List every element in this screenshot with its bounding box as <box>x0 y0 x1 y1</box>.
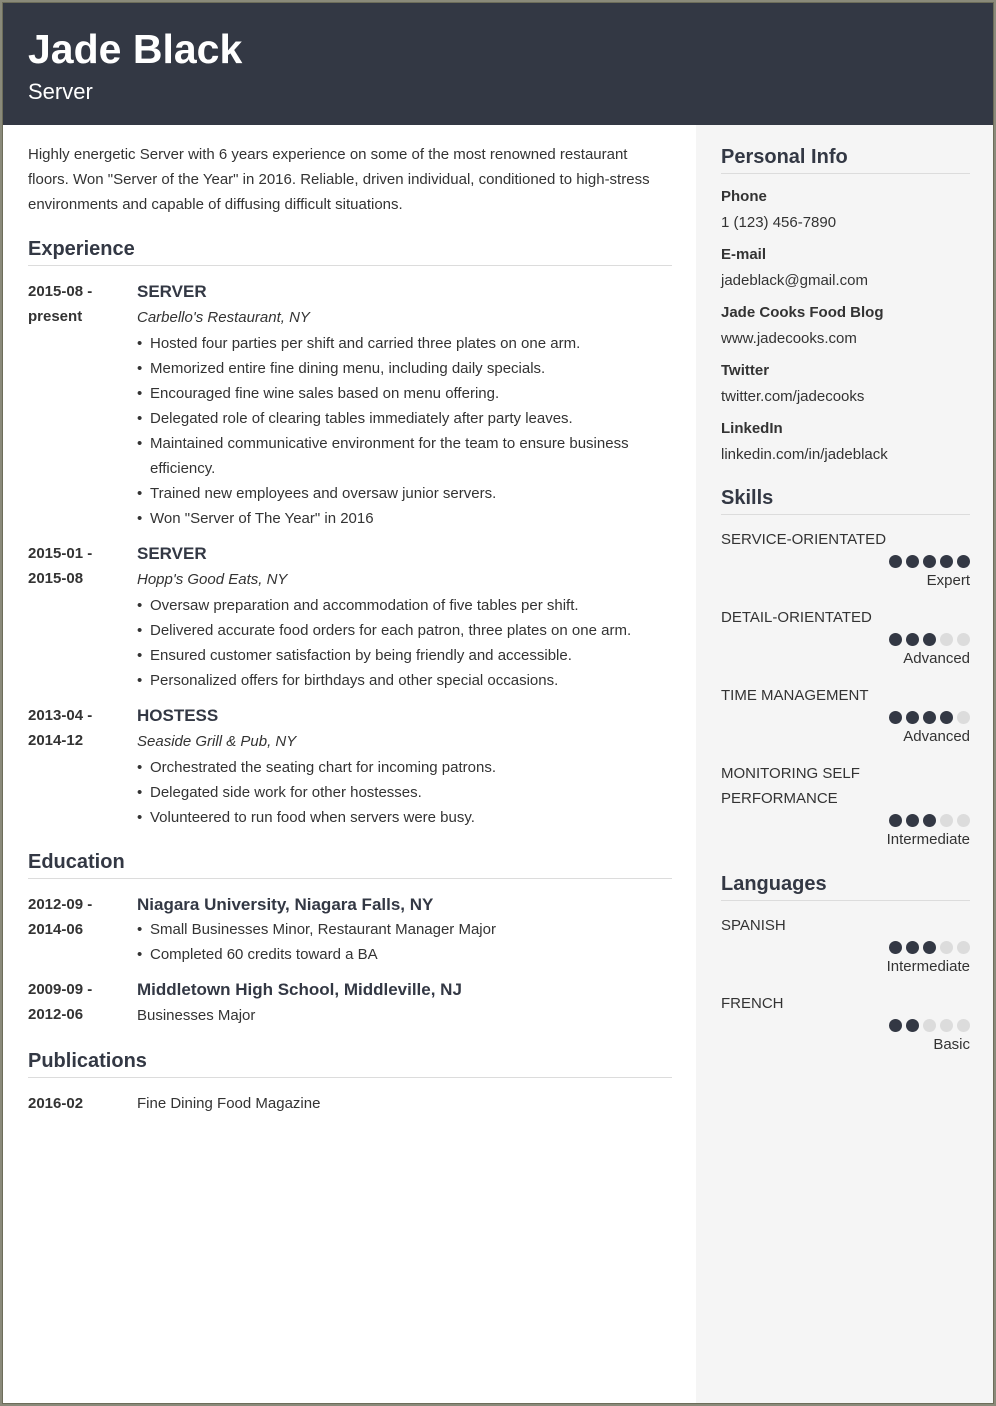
education-entry <box>28 892 672 967</box>
rating-dot-empty <box>957 711 970 724</box>
resume-header <box>3 3 994 125</box>
bullet-list <box>137 917 672 967</box>
language <box>721 913 970 979</box>
rating-dot-filled <box>906 555 919 568</box>
rating-dot-filled <box>889 1019 902 1032</box>
rating-dot-empty <box>957 633 970 646</box>
bullet-item: • Orchestrated the seating chart for incoming patrons. <box>137 755 672 780</box>
publications-heading: Publications <box>28 1050 672 1078</box>
bullet-item: • Trained new employees and oversaw junior servers. <box>137 481 672 506</box>
employer: Hopp's Good Eats, NY <box>137 571 288 588</box>
date-end: 2012-06 <box>28 1006 84 1023</box>
skill-level: Expert <box>926 572 970 589</box>
experience-entry <box>28 703 672 830</box>
language-level: Basic <box>933 1036 970 1053</box>
date-end: 2014-06 <box>28 921 84 938</box>
rating-dot-filled <box>889 711 902 724</box>
job-role: SERVER <box>137 544 207 563</box>
rating-dot-empty <box>957 1019 970 1032</box>
entry-date <box>28 703 137 830</box>
education-list <box>28 892 672 1029</box>
rating-dot-filled <box>923 814 936 827</box>
rating-dot-filled <box>906 814 919 827</box>
entry-body <box>137 541 672 693</box>
entry-body <box>137 279 672 531</box>
entry-date <box>28 977 137 1029</box>
bullet-item: • Memorized entire fine dining menu, including daily specials. <box>137 356 672 381</box>
rating-dot-filled <box>940 555 953 568</box>
info-label: E-mail <box>721 246 767 263</box>
rating-dot-filled <box>906 633 919 646</box>
languages-heading: Languages <box>721 873 970 901</box>
skill-level: Intermediate <box>886 831 970 848</box>
rating-dot-filled <box>889 814 902 827</box>
entry-date <box>28 541 137 693</box>
skill-name: DETAIL-ORIENTATED <box>721 609 872 626</box>
info-value: www.jadecooks.com <box>721 330 857 347</box>
job-role: HOSTESS <box>137 706 219 725</box>
rating-dots <box>721 941 970 954</box>
rating-dot-filled <box>923 633 936 646</box>
info-value: twitter.com/jadecooks <box>721 388 865 405</box>
rating-dots <box>721 711 970 724</box>
rating-dot-filled <box>957 555 970 568</box>
rating-dot-empty <box>940 633 953 646</box>
experience-entry <box>28 279 672 531</box>
languages-list <box>721 913 970 1057</box>
resume-page <box>2 2 994 1404</box>
language-level: Intermediate <box>886 958 970 975</box>
rating-dot-empty <box>940 814 953 827</box>
skill <box>721 683 970 749</box>
rating-dots <box>721 1019 970 1032</box>
main-column <box>28 125 672 1126</box>
bullet-item: • Won "Server of The Year" in 2016 <box>137 506 672 531</box>
bullet-item: • Maintained communicative environment for the team to ensure business efficiency. <box>137 431 672 481</box>
info-label: Jade Cooks Food Blog <box>721 304 884 321</box>
rating-dot-empty <box>923 1019 936 1032</box>
experience-entry <box>28 541 672 693</box>
job-role: SERVER <box>137 282 207 301</box>
entry-date <box>28 892 137 967</box>
date-start: 2015-08 - <box>28 283 93 300</box>
rating-dots <box>721 814 970 827</box>
bullet-item: • Oversaw preparation and accommodation of five tables per shift. <box>137 593 672 618</box>
candidate-name: Jade Black <box>28 26 243 72</box>
info-value: jadeblack@gmail.com <box>721 272 868 289</box>
date-end: 2014-12 <box>28 732 84 749</box>
bullet-item: • Volunteered to run food when servers were busy. <box>137 805 672 830</box>
publication-title: Fine Dining Food Magazine <box>137 1095 321 1112</box>
date-end: present <box>28 308 83 325</box>
skill-level: Advanced <box>903 650 970 667</box>
language-name: SPANISH <box>721 917 786 934</box>
skill-name: TIME MANAGEMENT <box>721 687 869 704</box>
rating-dot-filled <box>889 941 902 954</box>
info-value: linkedin.com/in/jadeblack <box>721 446 888 463</box>
bullet-item: • Hosted four parties per shift and carried three plates on one arm. <box>137 331 672 356</box>
employer: Seaside Grill & Pub, NY <box>137 733 297 750</box>
rating-dot-filled <box>906 711 919 724</box>
bullet-item: • Ensured customer satisfaction by being friendly and accessible. <box>137 643 672 668</box>
rating-dot-filled <box>923 711 936 724</box>
date-start: 2015-01 - <box>28 545 93 562</box>
bullet-list <box>137 331 672 531</box>
skill <box>721 761 970 852</box>
employer: Carbello's Restaurant, NY <box>137 309 310 326</box>
rating-dot-empty <box>940 1019 953 1032</box>
entry-body <box>137 1091 672 1116</box>
rating-dot-filled <box>906 941 919 954</box>
date-start: 2012-09 - <box>28 896 93 913</box>
bullet-item: • Encouraged fine wine sales based on menu offering. <box>137 381 672 406</box>
bullet-item: • Small Businesses Minor, Restaurant Manager Major <box>137 917 672 942</box>
school-name: Niagara University, Niagara Falls, NY <box>137 895 434 914</box>
language <box>721 991 970 1057</box>
publication-date: 2016-02 <box>28 1095 84 1112</box>
bullet-list <box>137 593 672 693</box>
info-label: Phone <box>721 188 767 205</box>
info-label: LinkedIn <box>721 420 783 437</box>
skills-heading: Skills <box>721 487 970 515</box>
publication-entry <box>28 1091 672 1116</box>
rating-dot-filled <box>906 1019 919 1032</box>
rating-dot-filled <box>923 941 936 954</box>
bullet-item: • Delegated role of clearing tables immediately after party leaves. <box>137 406 672 431</box>
education-detail: Businesses Major <box>137 1007 256 1024</box>
date-start: 2013-04 - <box>28 707 93 724</box>
entry-body <box>137 977 672 1029</box>
personal-info-heading: Personal Info <box>721 146 970 174</box>
skill-name: SERVICE-ORIENTATED <box>721 531 887 548</box>
bullet-item: • Delegated side work for other hostesses. <box>137 780 672 805</box>
skill-name: MONITORING SELF PERFORMANCE <box>721 765 860 807</box>
school-name: Middletown High School, Middleville, NJ <box>137 980 462 999</box>
skills-list <box>721 527 970 852</box>
entry-body <box>137 892 672 967</box>
candidate-title: Server <box>28 79 93 104</box>
info-value: 1 (123) 456-7890 <box>721 214 837 231</box>
personal-info-list <box>721 186 970 466</box>
entry-date <box>28 279 137 531</box>
rating-dot-filled <box>923 555 936 568</box>
education-entry <box>28 977 672 1029</box>
rating-dots <box>721 555 970 568</box>
info-label: Twitter <box>721 362 770 379</box>
summary: Highly energetic Server with 6 years experience on some of the most renowned restaurant floors. Won "Server of the Year" in 2016. Reliable, driven individual, conditioned to high-stress environments and capable of diffusing difficult situations. <box>28 146 650 213</box>
sidebar <box>696 125 994 1404</box>
bullet-item: • Personalized offers for birthdays and other special occasions. <box>137 668 672 693</box>
rating-dot-filled <box>889 633 902 646</box>
date-end: 2015-08 <box>28 570 84 587</box>
publications-list <box>28 1091 672 1116</box>
skill-level: Advanced <box>903 728 970 745</box>
rating-dot-empty <box>940 941 953 954</box>
experience-list <box>28 279 672 830</box>
rating-dot-empty <box>957 941 970 954</box>
language-name: FRENCH <box>721 995 784 1012</box>
experience-heading: Experience <box>28 238 672 266</box>
bullet-item: • Completed 60 credits toward a BA <box>137 942 672 967</box>
rating-dot-filled <box>889 555 902 568</box>
skill <box>721 527 970 593</box>
rating-dot-filled <box>940 711 953 724</box>
skill <box>721 605 970 671</box>
education-heading: Education <box>28 851 672 879</box>
bullet-list <box>137 755 672 830</box>
rating-dot-empty <box>957 814 970 827</box>
bullet-item: • Delivered accurate food orders for each patron, three plates on one arm. <box>137 618 672 643</box>
rating-dots <box>721 633 970 646</box>
date-start: 2009-09 - <box>28 981 93 998</box>
entry-body <box>137 703 672 830</box>
